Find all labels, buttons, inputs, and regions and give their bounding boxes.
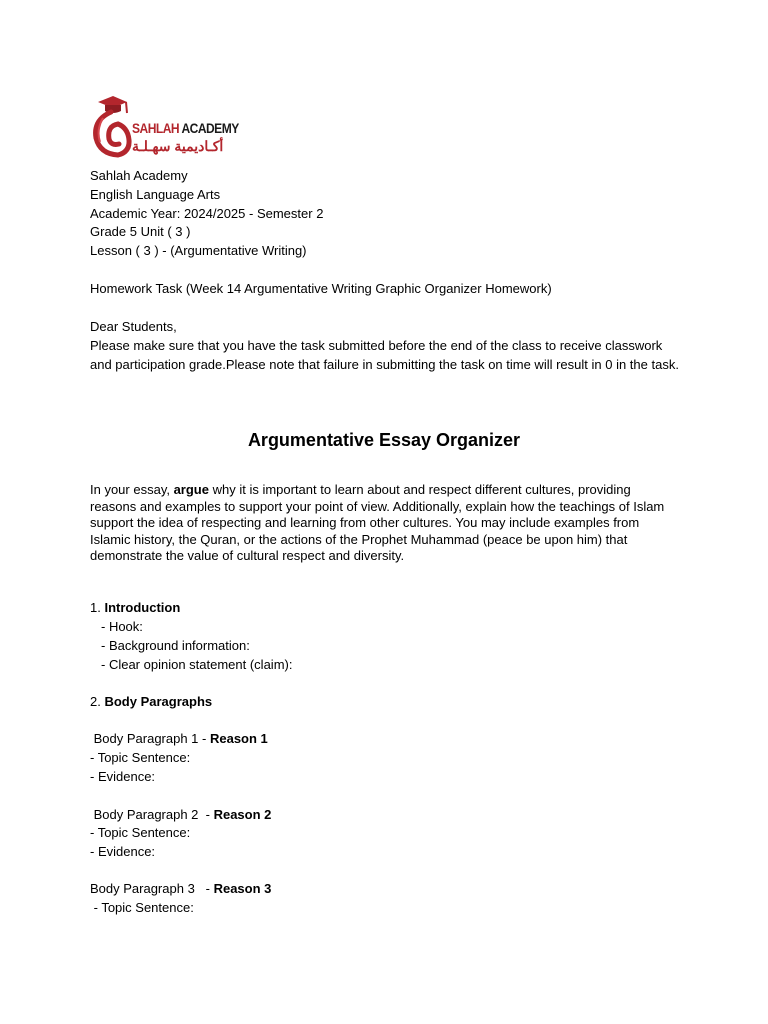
logo-name-english: SAHLAH ACADEMY: [132, 120, 239, 136]
body-paragraph-2: Body Paragraph 2 - Reason 2: [90, 807, 272, 822]
body-heading: 2. Body Paragraphs: [90, 694, 213, 709]
p3-topic-sentence: - Topic Sentence:: [90, 900, 194, 915]
body-paragraph-3: Body Paragraph 3 - Reason 3: [90, 881, 272, 896]
homework-task: Homework Task (Week 14 Argumentative Writing Graphic Organizer Homework): [90, 281, 552, 296]
academic-year: Academic Year: 2024/2025 - Semester 2: [90, 206, 324, 221]
graduation-emblem-icon: [91, 94, 133, 160]
notice-body: Please make sure that you have the task submitted before the end of the class to receive classwork and participation grade.Please note that failure in submitting the task on time will result in 0 in the task.: [90, 338, 679, 372]
essay-prompt: In your essay, argue why it is important to learn about and respect different cultures, providing reasons and examples to support your point of view. Additionally, explain how the teachings of Islam support the idea of respecting and learning from other cultures. You may include examples from Islamic history, the Quran, or the actions of the Prophet Muhammad (peace be upon him) that demonstrate the value of cultural respect and diversity.: [90, 482, 665, 563]
page-title: Argumentative Essay Organizer: [247, 430, 521, 450]
prompt-keyword: argue: [173, 482, 209, 497]
lesson-label: Lesson ( 3 ) - (Argumentative Writing): [90, 243, 307, 258]
logo-name-arabic: أكـاديمية سهـلـة: [132, 138, 224, 154]
subject-name: English Language Arts: [90, 187, 221, 202]
intro-hook: - Hook:: [101, 619, 143, 634]
intro-claim: - Clear opinion statement (claim):: [101, 657, 293, 672]
p1-topic-sentence: - Topic Sentence:: [90, 750, 191, 765]
greeting: Dear Students,: [90, 319, 177, 334]
p1-evidence: - Evidence:: [90, 769, 156, 784]
sahlah-academy-logo: [91, 94, 241, 164]
body-paragraph-1: Body Paragraph 1 - Reason 1: [90, 731, 268, 746]
grade-unit: Grade 5 Unit ( 3 ): [90, 224, 191, 239]
school-name: Sahlah Academy: [90, 168, 188, 183]
intro-background: - Background information:: [101, 638, 250, 653]
p2-topic-sentence: - Topic Sentence:: [90, 825, 191, 840]
intro-heading: 1. Introduction: [90, 600, 181, 615]
p2-evidence: - Evidence:: [90, 844, 156, 859]
